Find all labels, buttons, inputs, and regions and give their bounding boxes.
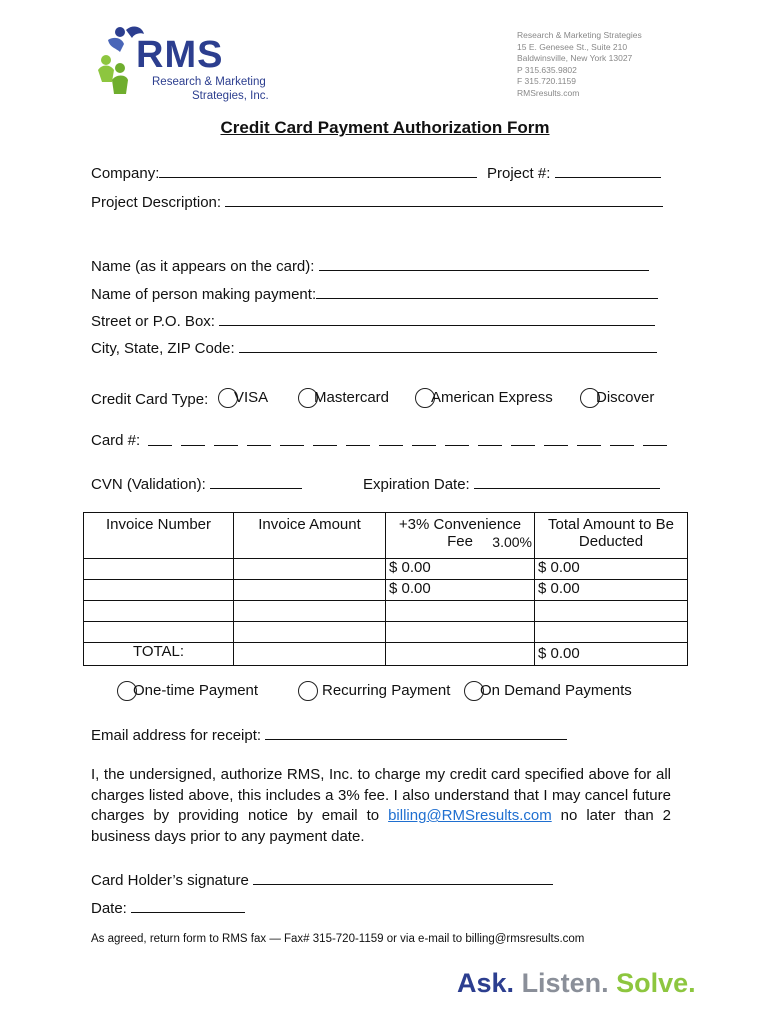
logo-line1: Research & Marketing: [152, 76, 266, 88]
table-row: [84, 601, 688, 622]
card-name-field[interactable]: [319, 256, 649, 271]
expiration-field[interactable]: [474, 474, 660, 489]
footer-note: As agreed, return form to RMS fax — Fax# 315-720-1159 or via e-mail to billing@rmsresults.com: [91, 933, 585, 945]
address-street: 15 E. Genesee St., Suite 210: [517, 41, 628, 52]
invoice-number-cell[interactable]: [84, 601, 234, 622]
card-digit-blank[interactable]: [379, 432, 403, 446]
tagline: [457, 968, 696, 999]
address-web: RMSresults.com: [517, 87, 580, 98]
expiration-label: Expiration Date:: [363, 476, 470, 493]
invoice-amount-cell[interactable]: [234, 580, 386, 601]
payment-one-time[interactable]: One-time Payment: [117, 681, 258, 701]
card-type-label: Credit Card Type:: [91, 391, 209, 408]
tagline-listen: Listen.: [521, 968, 609, 998]
fee-cell: $ 0.00: [386, 559, 535, 580]
invoice-number-cell[interactable]: [84, 580, 234, 601]
card-type-mastercard[interactable]: Mastercard: [298, 388, 389, 408]
street-label: Street or P.O. Box:: [91, 313, 215, 330]
card-digit-blank[interactable]: [643, 432, 667, 446]
card-type-amex[interactable]: American Express: [415, 388, 553, 408]
logo-name: RMS: [136, 34, 224, 76]
cvn-field[interactable]: [210, 474, 302, 489]
card-digit-blank[interactable]: [412, 432, 436, 446]
card-digit-blank[interactable]: [313, 432, 337, 446]
fee-cell: [386, 622, 535, 643]
project-number-field[interactable]: [555, 163, 661, 178]
header-total-deducted: Total Amount to Be Deducted: [535, 513, 688, 559]
card-digit-blank[interactable]: [214, 432, 238, 446]
rms-logo: [96, 22, 269, 104]
email-label: Email address for receipt:: [91, 727, 262, 744]
card-digit-blank[interactable]: [577, 432, 601, 446]
address-phone: P 315.635.9802: [517, 64, 577, 75]
total-cell: [535, 622, 688, 643]
billing-email-link[interactable]: billing@RMSresults.com: [388, 807, 552, 824]
invoice-amount-cell[interactable]: [234, 601, 386, 622]
card-digit-blank[interactable]: [445, 432, 469, 446]
card-digit-blank[interactable]: [181, 432, 205, 446]
card-type-visa[interactable]: VISA: [218, 388, 268, 408]
signature-label: Card Holder’s signature: [91, 872, 249, 889]
card-number-field[interactable]: [148, 432, 670, 448]
card-digit-blank[interactable]: [544, 432, 568, 446]
fee-cell: $ 0.00: [386, 580, 535, 601]
address-fax: F 315.720.1159: [517, 76, 576, 87]
payer-name-field[interactable]: [316, 284, 658, 299]
payment-recurring[interactable]: Recurring Payment: [298, 681, 450, 701]
card-digit-blank[interactable]: [280, 432, 304, 446]
signature-field[interactable]: [253, 870, 553, 885]
cvn-label: CVN (Validation):: [91, 476, 206, 493]
invoice-amount-cell[interactable]: [234, 622, 386, 643]
card-digit-blank[interactable]: [346, 432, 370, 446]
date-label: Date:: [91, 900, 127, 917]
tagline-ask: Ask.: [457, 968, 515, 998]
total-cell: $ 0.00: [535, 580, 688, 601]
card-type-discover[interactable]: Discover: [580, 388, 654, 408]
card-number-label: Card #:: [91, 432, 141, 449]
total-cell: $ 0.00: [535, 559, 688, 580]
radio-icon[interactable]: [298, 681, 318, 701]
address-company: Research & Marketing Strategies: [517, 30, 642, 40]
project-number-label: Project #:: [487, 165, 551, 182]
project-description-field[interactable]: [225, 192, 663, 207]
card-digit-blank[interactable]: [148, 432, 172, 446]
city-state-zip-label: City, State, ZIP Code:: [91, 340, 235, 357]
city-state-zip-field[interactable]: [239, 338, 657, 353]
date-field[interactable]: [131, 898, 245, 913]
card-name-label: Name (as it appears on the card):: [91, 258, 315, 275]
total-label: TOTAL:: [84, 643, 234, 666]
authorization-text: I, the undersigned, authorize RMS, Inc. to charge my credit card specified above for all charges listed above, this includes a 3% fee. I also understand that I may cancel future charges by providing notice by email to billing@RMSresults.com no later than 2 business days prior to any payment date.: [91, 766, 671, 845]
table-header-row: [84, 513, 688, 559]
table-row: [84, 559, 688, 580]
header-convenience-fee: +3% Convenience Fee 3.00%: [386, 513, 535, 559]
tagline-solve: Solve.: [616, 968, 696, 998]
card-digit-blank[interactable]: [478, 432, 502, 446]
fee-cell: [386, 601, 535, 622]
header-invoice-number: Invoice Number: [84, 513, 234, 559]
payment-on-demand[interactable]: On Demand Payments: [464, 681, 632, 701]
payer-name-label: Name of person making payment:: [91, 286, 317, 303]
company-field[interactable]: [159, 163, 477, 178]
invoice-table: [83, 512, 688, 666]
total-cell: [535, 601, 688, 622]
address-city: Baldwinsville, New York 13027: [517, 53, 633, 64]
invoice-number-cell[interactable]: [84, 559, 234, 580]
project-description-label: Project Description:: [91, 194, 222, 211]
logo-line2: Strategies, Inc.: [192, 90, 269, 102]
table-row: [84, 622, 688, 643]
grand-total: $ 0.00: [535, 643, 688, 666]
street-field[interactable]: [219, 311, 655, 326]
company-label: Company:: [91, 165, 160, 182]
card-digit-blank[interactable]: [511, 432, 535, 446]
card-digit-blank[interactable]: [610, 432, 634, 446]
table-total-row: [84, 643, 688, 666]
form-title: Credit Card Payment Authorization Form: [220, 118, 550, 137]
table-row: [84, 580, 688, 601]
header-invoice-amount: Invoice Amount: [234, 513, 386, 559]
invoice-number-cell[interactable]: [84, 622, 234, 643]
email-field[interactable]: [265, 725, 567, 740]
invoice-amount-cell[interactable]: [234, 559, 386, 580]
fee-rate: 3.00%: [492, 534, 532, 550]
card-digit-blank[interactable]: [247, 432, 271, 446]
address-block: [517, 30, 697, 100]
